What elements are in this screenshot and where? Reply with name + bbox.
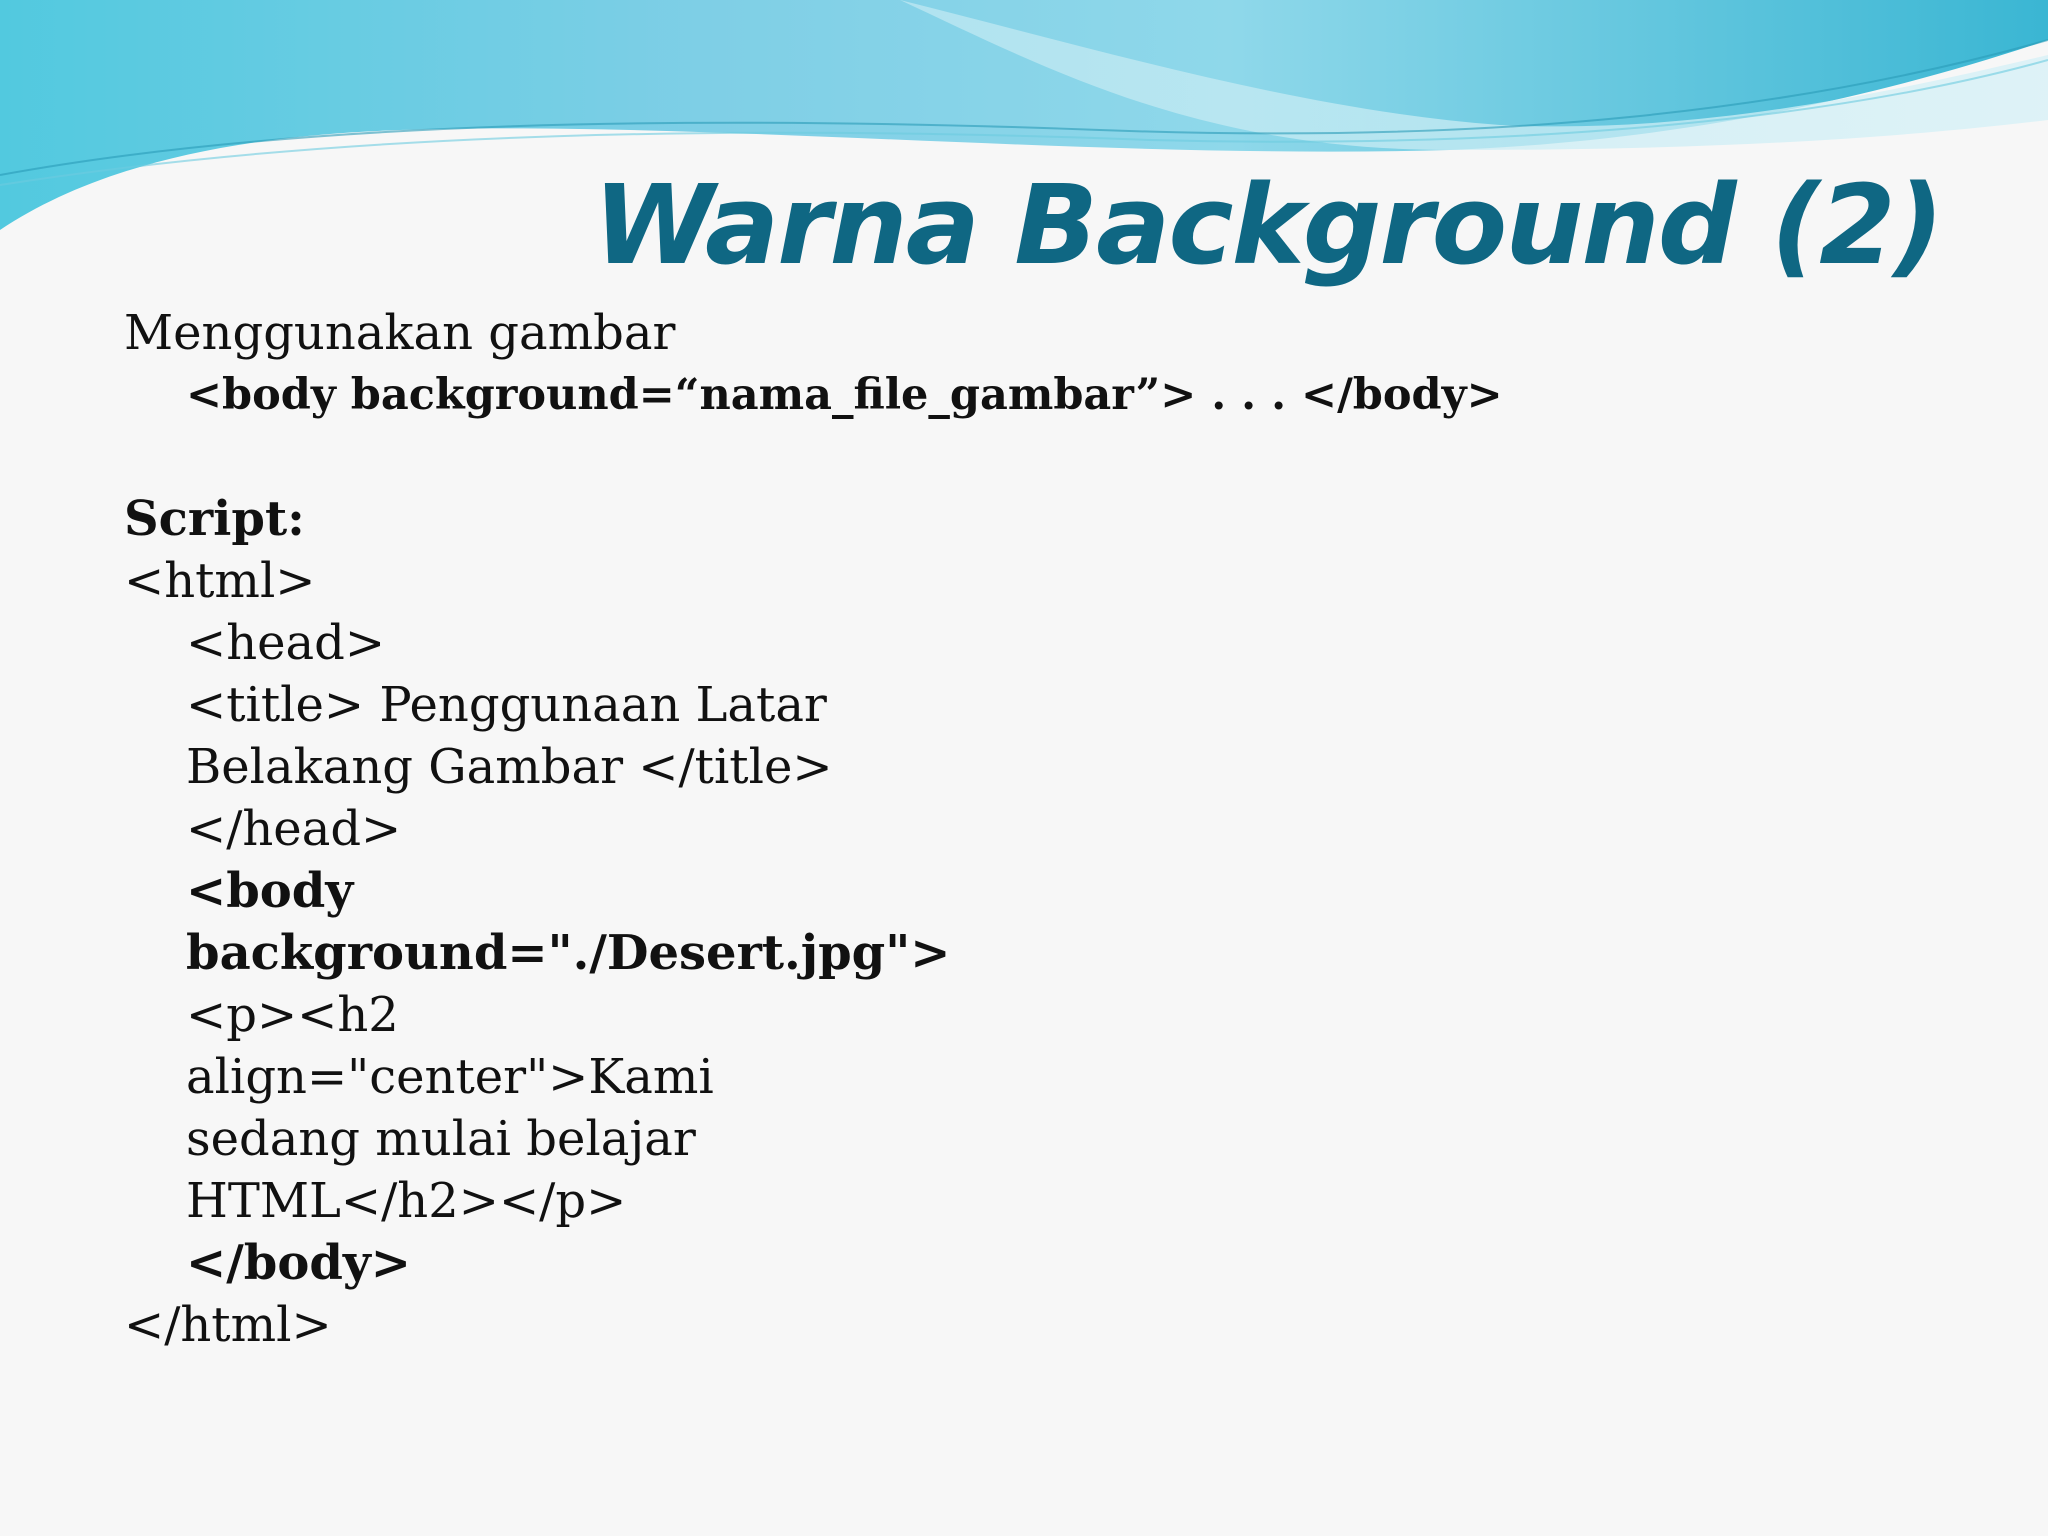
code-line: </head> <box>186 801 402 857</box>
code-line: HTML</h2></p> <box>186 1173 627 1229</box>
code-line: <p><h2 <box>186 987 399 1043</box>
code-line: <head> <box>186 615 386 671</box>
intro-code: <body background=“nama_file_gambar”> . . . </body> <box>186 370 1503 420</box>
code-line: background="./Desert.jpg"> <box>186 925 951 981</box>
code-line: <html> <box>124 553 316 609</box>
code-line: </body> <box>186 1235 411 1291</box>
code-line: <title> Penggunaan Latar <box>186 677 827 733</box>
code-line: </html> <box>124 1297 332 1353</box>
code-line: <body <box>186 863 354 919</box>
code-line: align="center">Kami <box>186 1049 714 1105</box>
slide-title: Warna Background (2) <box>593 161 1942 289</box>
spacer <box>124 426 1824 488</box>
intro-text: Menggunakan gambar <box>124 305 676 361</box>
code-line: Belakang Gambar </title> <box>186 739 833 795</box>
script-label: Script: <box>124 491 305 547</box>
code-line: sedang mulai belajar <box>186 1111 696 1167</box>
slide-body <box>124 302 1824 1356</box>
